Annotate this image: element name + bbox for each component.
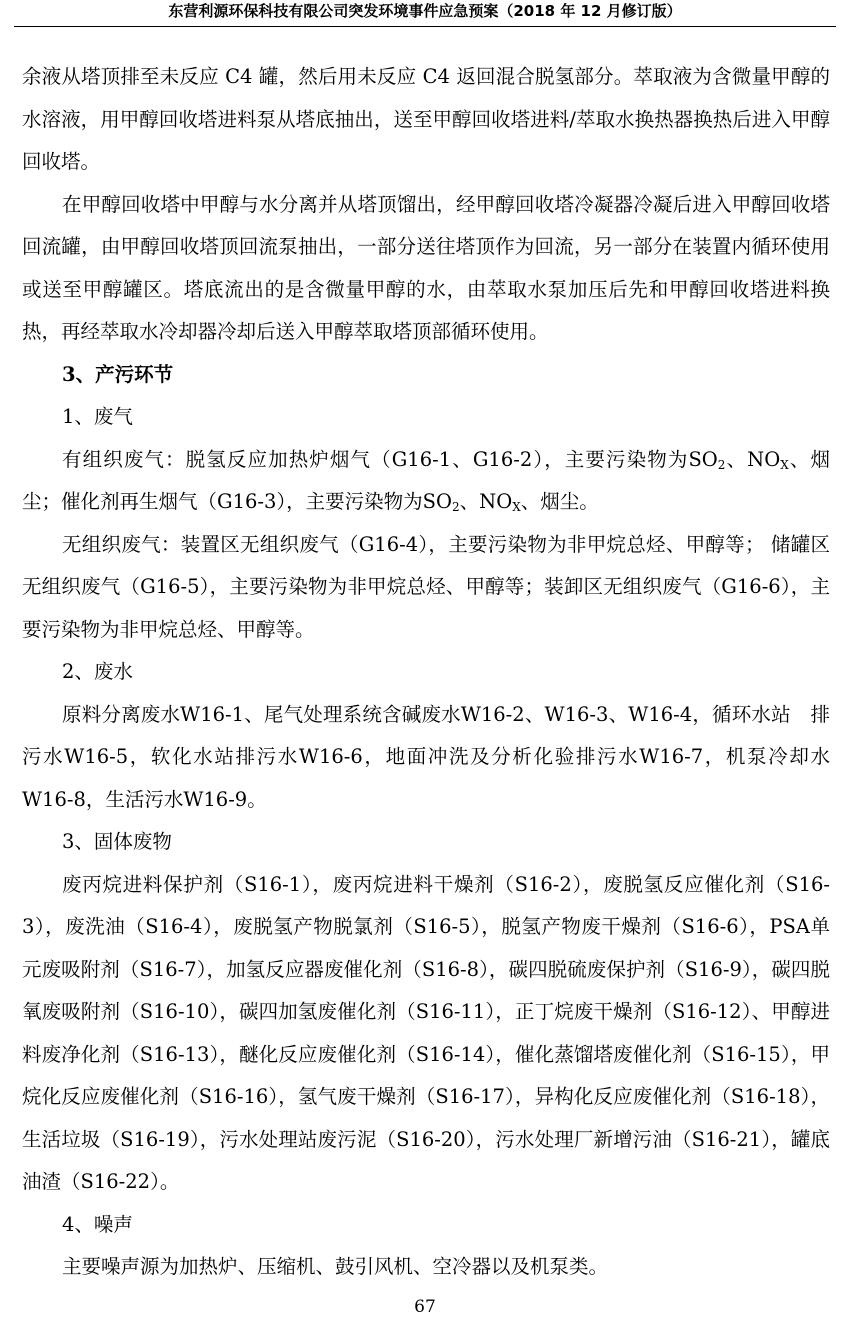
subheading-noise: 4、噪声: [62, 1212, 133, 1236]
nox-subscript: X: [512, 500, 521, 514]
subheading-wastewater: 2、废水: [62, 660, 133, 683]
organized-text-4: 、NO: [459, 490, 513, 513]
subheading-waste-gas: 1、废气: [62, 405, 133, 428]
paragraph-continuation: 余液从塔顶排至未反应 C4 罐，然后用未反应 C4 返回混合脱氢部分。萃取液为含微量甲醇的水溶液，用甲醇回收塔进料泵从塔底抽出，送至甲醇回收塔进料/萃取水换热器换热后进入甲醇回收塔。: [22, 65, 830, 173]
document-body: [22, 56, 830, 1289]
organized-text-1: 有组织废气：脱氢反应加热炉烟气（G16-1、G16-2），主要污染物为SO: [62, 447, 718, 471]
organized-text-2: 、NO: [725, 447, 781, 471]
organized-text-5: 、烟尘。: [520, 490, 599, 513]
page-header: [0, 0, 850, 26]
page-number: 67: [414, 1297, 436, 1317]
so2-subscript: 2: [451, 500, 460, 514]
paragraph-noise: 主要噪声源为加热炉、压缩机、鼓引风机、空冷器以及机泵类。: [62, 1255, 609, 1278]
organized-text-3: 、烟尘；催化剂再生烟气（G16-3），主要污染物为SO: [22, 447, 830, 513]
paragraph-methanol-recovery: 在甲醇回收塔中甲醇与水分离并从塔顶馏出，经甲醇回收塔冷凝器冷凝后进入甲醇回收塔回流罐，由甲醇回收塔顶回流泵抽出，一部分送往塔顶作为回流，另一部分在装置内循环使用或送至甲醇罐区。塔底流出的是含微量甲醇的水，由萃取水泵加压后先和甲醇回收塔进料换热，再经萃取水冷却器冷却后送入甲醇萃取塔顶部循环使用。: [22, 192, 830, 343]
header-divider: [14, 26, 836, 27]
paragraph-wastewater: 原料分离废水W16-1、尾气处理系统含碱废水W16-2、W16-3、W16-4，循环水站 排污水W16-5，软化水站排污水W16-6，地面冲洗及分析化验排污水W16-7，机泵冷却水W16-8，生活污水W16-9。: [22, 702, 830, 811]
paragraph-unorganized-emissions: 无组织废气：装置区无组织废气（G16-4），主要污染物为非甲烷总烃、甲醇等； 储罐区无组织废气（G16-5），主要污染物为非甲烷总烃、甲醇等；装卸区无组织废气（G16-6），主要污染物为非甲烷总烃、甲醇等。: [22, 532, 830, 641]
header-title: 东营利源环保科技有限公司突发环境事件应急预案（2018 年 12 月修订版）: [168, 2, 682, 20]
nox-subscript: X: [780, 457, 789, 472]
paragraph-solid-waste: 废丙烷进料保护剂（S16-1），废丙烷进料干燥剂（S16-2），废脱氢反应催化剂（S16-3），废洗油（S16-4），废脱氢产物脱氯剂（S16-5），脱氢产物废干燥剂（S16-6），PSA单元废吸附剂（S16-7），加氢反应器废催化剂（S16-8），碳四脱硫废保护剂（S16-9），碳四脱氧废吸附剂（S16-10），碳四加氢废催化剂（S16-11），正丁烷废干燥剂（S16-12）、甲醇进料废净化剂（S16-13），醚化反应废催化剂（S16-14），催化蒸馏塔废催化剂（S16-15），甲烷化反应废催化剂（S16-16），氢气废干燥剂（S16-17），异构化反应废催化剂（S16-18），生活垃圾（S16-19），污水处理站废污泥（S16-20），污水处理厂新增污油（S16-21），罐底油渣（S16-22）。: [22, 872, 830, 1193]
paragraph-organized-emissions: [22, 439, 830, 524]
section-heading-pollution: 3、产污环节: [62, 362, 174, 386]
so2-subscript: 2: [717, 457, 726, 472]
subheading-solid-waste: 3、固体废物: [62, 830, 172, 853]
